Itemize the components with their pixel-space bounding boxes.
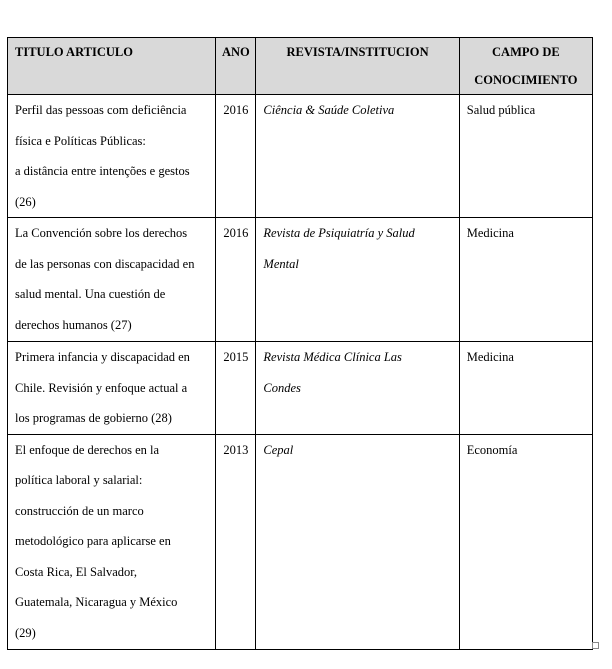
table-row [8, 342, 593, 435]
title-line: los programas de gobierno (28) [15, 411, 172, 425]
title-line: metodológico para aplicarse en [15, 534, 171, 548]
table-row [8, 434, 593, 649]
cell-title [8, 434, 216, 649]
cell-title [8, 95, 216, 218]
journal-line: Ciência & Saúde Coletiva [263, 103, 395, 117]
title-line: Perfil das pessoas com deficiência [15, 103, 187, 117]
articles-table [7, 37, 593, 650]
cell-journal [256, 218, 459, 342]
journal-line: Condes [263, 380, 301, 395]
cell-field: Medicina [459, 218, 592, 342]
title-line: física e Políticas Públicas: [15, 133, 146, 148]
cell-title [8, 218, 216, 342]
title-line: de las personas con discapacidad en [15, 256, 195, 271]
table-resize-handle[interactable] [592, 642, 599, 649]
table-header-row [8, 38, 593, 95]
header-year: ANO [216, 38, 256, 95]
cell-field: Economía [459, 434, 592, 649]
title-line: derechos humanos (27) [15, 317, 132, 332]
title-line: construcción de un marco [15, 503, 144, 518]
title-line: Costa Rica, El Salvador, [15, 564, 138, 579]
cell-field: Salud pública [459, 95, 592, 218]
title-line: Guatemala, Nicaragua y México [15, 595, 178, 609]
journal-line: Revista Médica Clínica Las [263, 350, 402, 364]
title-line: La Convención sobre los derechos [15, 226, 188, 240]
header-field [459, 38, 592, 95]
header-title: TITULO ARTICULO [8, 38, 216, 95]
table-row [8, 95, 593, 218]
cell-year: 2016 [216, 95, 256, 218]
journal-line: Revista de Psiquiatría y Salud [263, 226, 415, 240]
journal-line: Mental [263, 256, 299, 271]
title-line: a distância entre intenções e gestos [15, 164, 190, 178]
cell-year: 2016 [216, 218, 256, 342]
table-row [8, 218, 593, 342]
title-line: salud mental. Una cuestión de [15, 287, 166, 301]
title-line: Primera infancia y discapacidad en [15, 350, 190, 364]
title-line: política laboral y salarial: [15, 473, 143, 487]
journal-line: Cepal [263, 442, 294, 457]
title-line: El enfoque de derechos en la [15, 442, 160, 457]
cell-title [8, 342, 216, 435]
header-field-line-1: CAMPO DE [492, 45, 560, 59]
cell-year: 2015 [216, 342, 256, 435]
cell-journal [256, 434, 459, 649]
cell-journal [256, 95, 459, 218]
header-journal: REVISTA/INSTITUCION [256, 38, 459, 95]
cell-journal [256, 342, 459, 435]
title-line: (29) [15, 625, 36, 640]
cell-field: Medicina [459, 342, 592, 435]
cell-year: 2013 [216, 434, 256, 649]
header-field-line-2: CONOCIMIENTO [474, 73, 578, 87]
title-line: Chile. Revisión y enfoque actual a [15, 380, 188, 395]
title-line: (26) [15, 194, 36, 209]
